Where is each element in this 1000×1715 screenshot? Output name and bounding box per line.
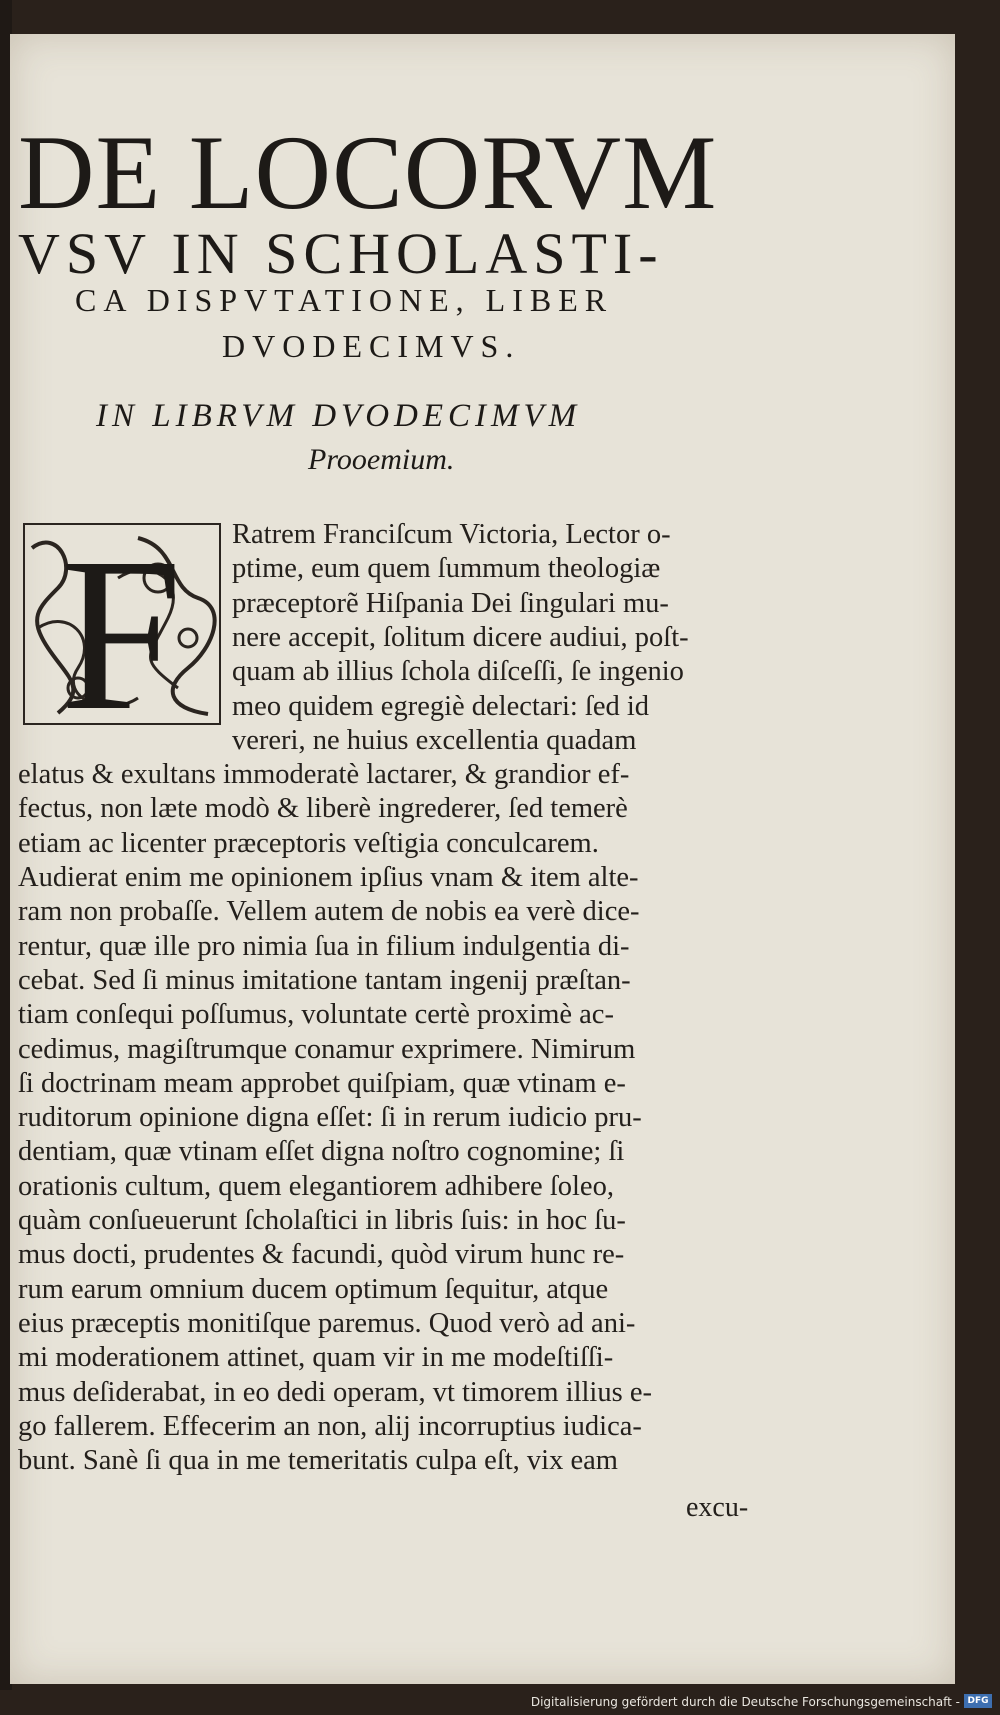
initial-letter: F: [60, 518, 183, 730]
body-line: mus docti, prudentes & facundi, quòd virum hunc re-: [18, 1239, 625, 1270]
body-line: bunt. Sanè ſi qua in me temeritatis culpa eſt, vix eam: [18, 1445, 618, 1476]
decorated-initial-ornament: [18, 518, 226, 730]
body-line: elatus & exultans immoderatè lactarer, & grandior ef-: [18, 759, 630, 790]
body-line: ram non probaſſe. Vellem autem de nobis ea verè dice-: [18, 896, 640, 927]
footer-text: Digitalisierung gefördert durch die Deutsche Forschungsgemeinschaft -: [530, 1695, 960, 1709]
body-line: præceptorẽ Hiſpania Dei ſingulari mu-: [232, 588, 669, 619]
body-line: tiam conſequi poſſumus, voluntate certè proximè ac-: [18, 999, 614, 1030]
title-line-4: DVODECIMVS.: [222, 328, 521, 364]
body-line: Ratrem Franciſcum Victoria, Lector o-: [232, 519, 671, 550]
body-line: eius præceptis monitiſque paremus. Quod verò ad ani-: [18, 1308, 636, 1339]
body-line: nere accepit, ſolitum dicere audiui, poſt-: [232, 622, 689, 653]
catchword: excu-: [686, 1492, 749, 1523]
body-line: go fallerem. Effecerim an non, alij incorruptius iudica-: [18, 1411, 642, 1442]
body-line: Audierat enim me opinionem ipſius vnam & item alte-: [18, 862, 639, 893]
body-line: orationis cultum, quem elegantiorem adhibere ſoleo,: [18, 1171, 614, 1202]
body-line: quàm conſueuerunt ſcholaſtici in libris ſuis: in hoc ſu-: [18, 1205, 626, 1236]
subtitle-line-1: IN LIBRVM DVODECIMVM: [96, 398, 582, 434]
body-line: vereri, ne huius excellentia quadam: [232, 725, 637, 756]
body-line: meo quidem egregiè delectari: ſed id: [232, 691, 650, 722]
dfg-logo-icon: DFG: [964, 1694, 992, 1708]
body-line: ſi doctrinam meam approbet quiſpiam, quæ vtinam e-: [18, 1068, 626, 1099]
title-line-1: DE LOCORVM: [18, 114, 718, 231]
body-line: ptime, eum quem ſummum theologiæ: [232, 553, 661, 584]
body-line: cedimus, magiſtrumque conamur exprimere. Nimirum: [18, 1034, 636, 1065]
decorated-initial: [18, 518, 226, 730]
title-line-3: CA DISPVTATIONE, LIBER: [75, 282, 614, 318]
body-line: cebat. Sed ſi minus imitatione tantam ingenij præſtan-: [18, 965, 631, 996]
body-line: quam ab illius ſchola diſceſſi, ſe ingenio: [232, 656, 684, 687]
body-line: mus deſiderabat, in eo dedi operam, vt timorem illius e-: [18, 1377, 652, 1408]
body-line: etiam ac licenter præceptoris veſtigia conculcarem.: [18, 828, 599, 859]
body-line: fectus, non læte modò & liberè ingrederer, ſed temerè: [18, 793, 628, 824]
body-line: rum earum omnium ducem optimum ſequitur, atque: [18, 1274, 609, 1305]
body-line: dentiam, quæ vtinam eſſet digna noſtro cognomine; ſi: [18, 1136, 625, 1167]
title-line-2: VSV IN SCHOLASTI-: [18, 221, 664, 286]
body-line: rentur, quæ ille pro nimia ſua in filium indulgentia di-: [18, 931, 630, 962]
body-line: mi moderationem attinet, quam vir in me modeſtiſſi-: [18, 1342, 614, 1373]
subtitle-line-2: Prooemium.: [308, 443, 455, 476]
body-line: ruditorum opinione digna eſſet: ſi in rerum iudicio pru-: [18, 1102, 642, 1133]
